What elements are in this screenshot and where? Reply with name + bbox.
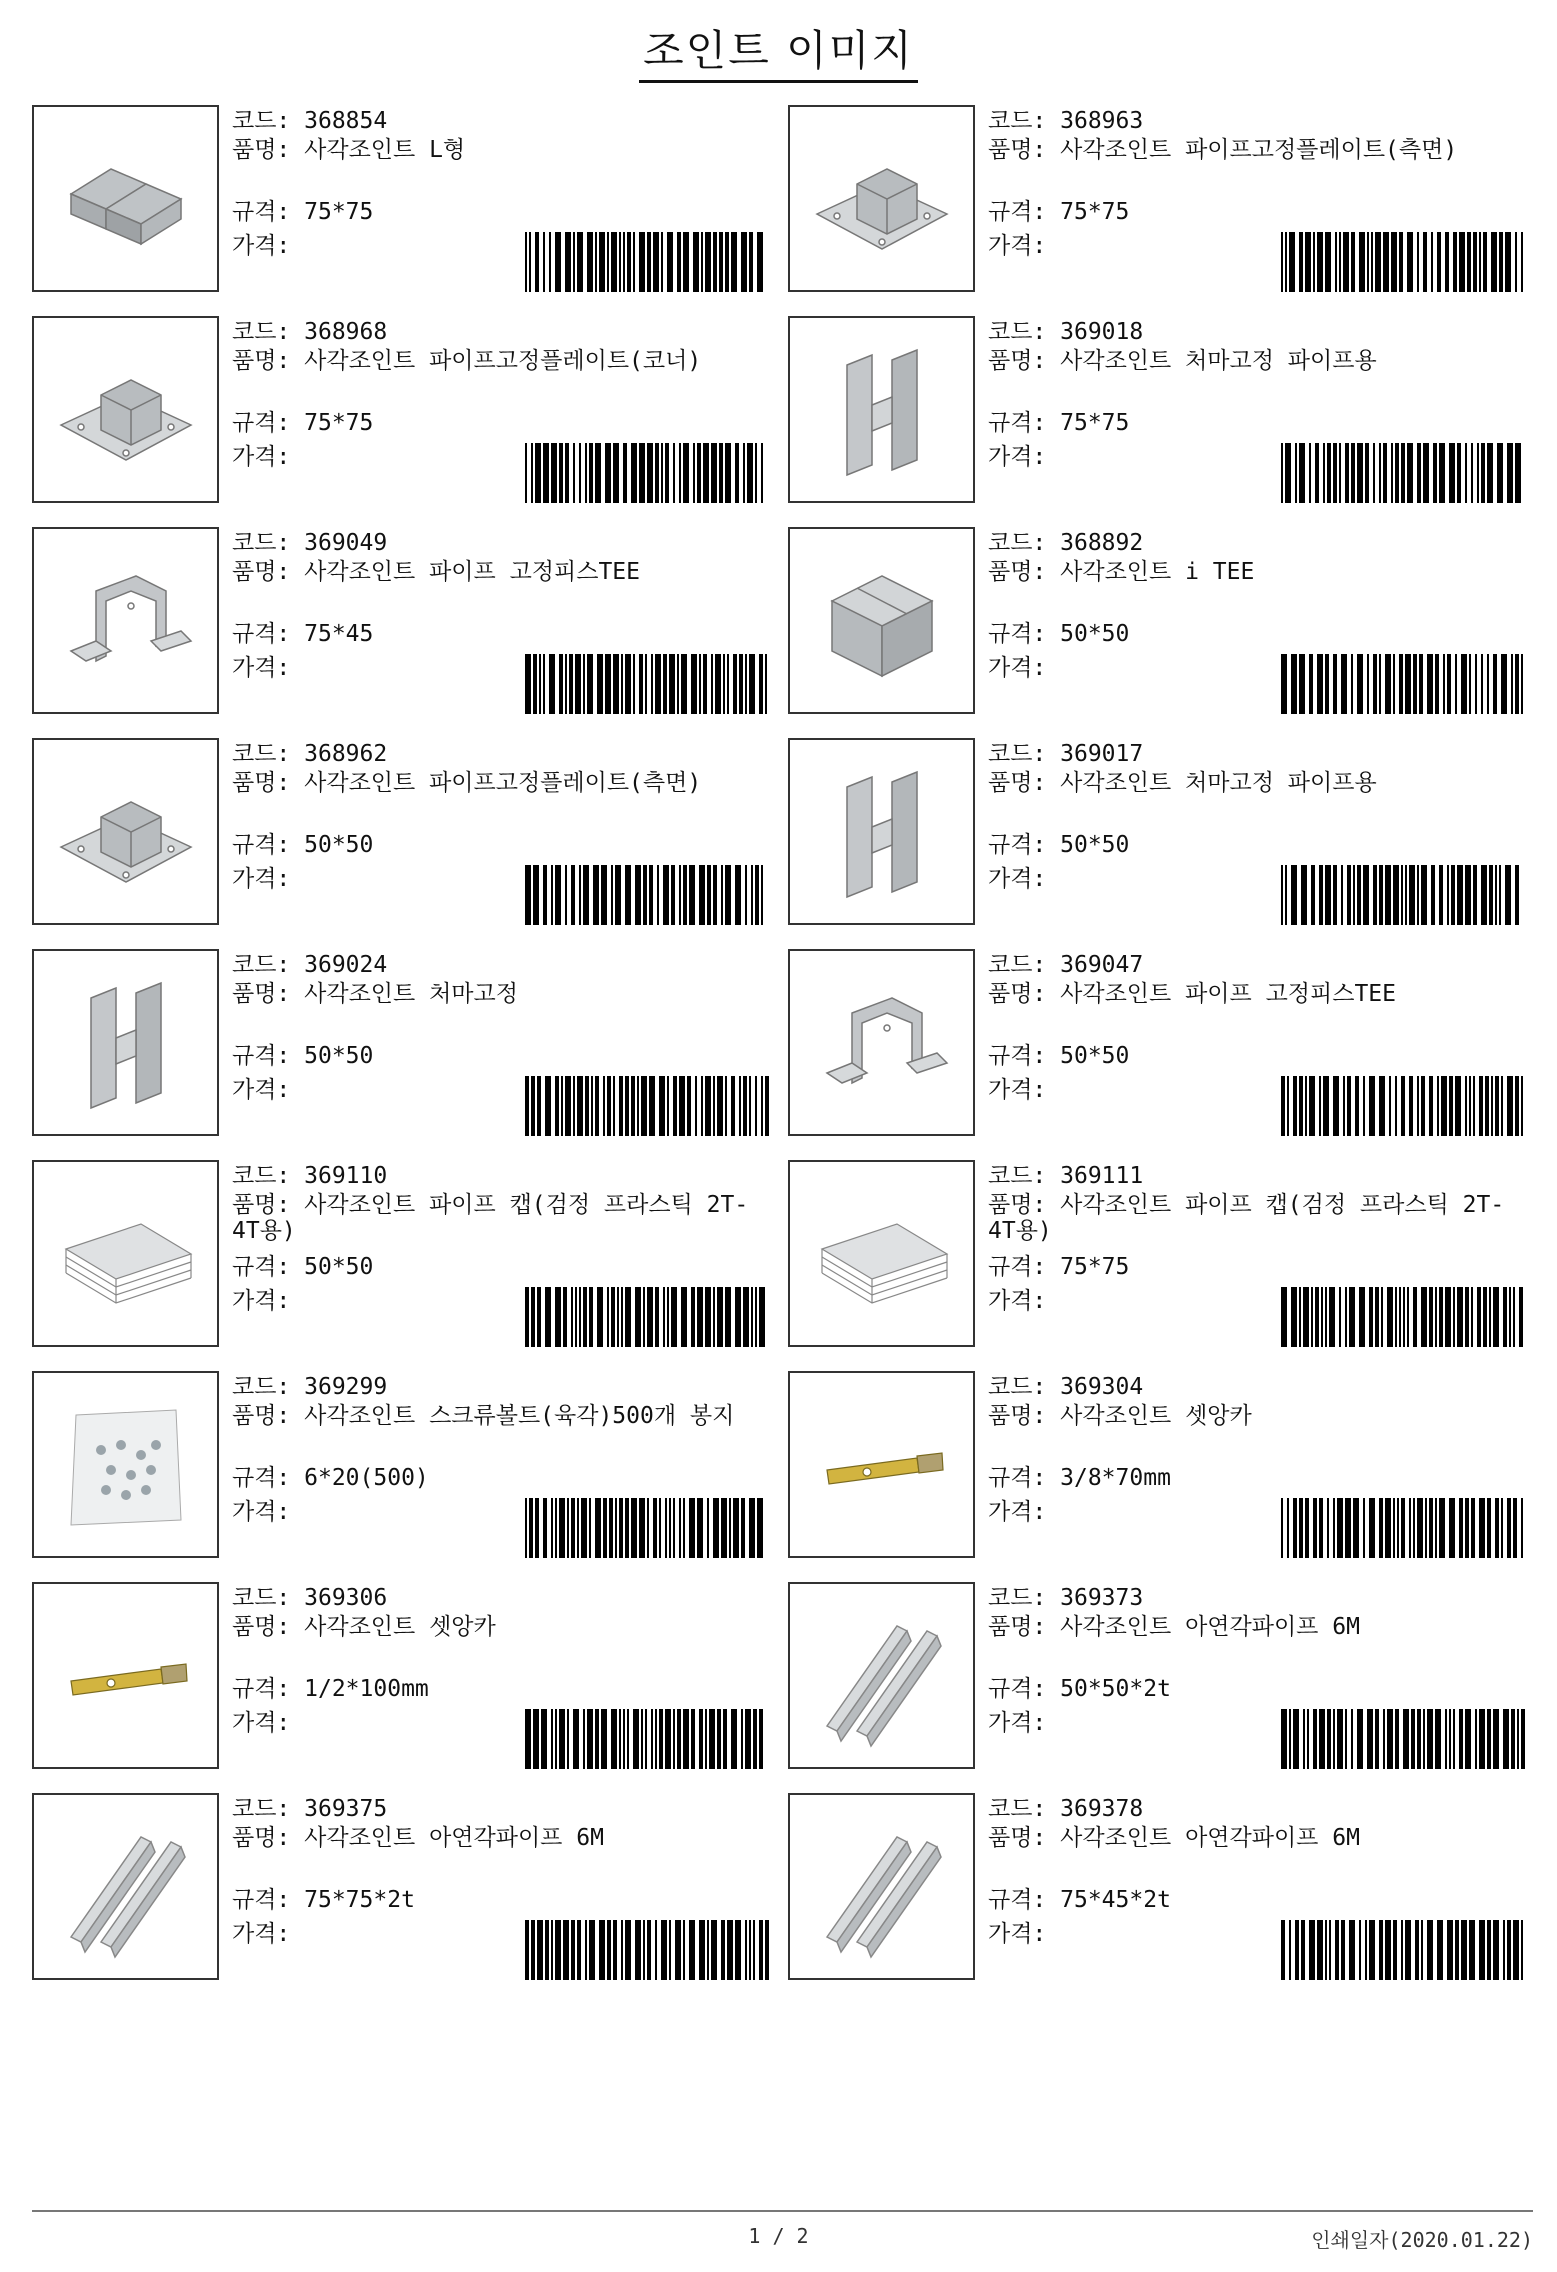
product-price: 가격:: [232, 1499, 291, 1525]
base-plate-icon: [807, 124, 957, 274]
product-price: 가격:: [988, 1499, 1047, 1525]
product-name: 품명: 사각조인트 파이프고정플레이트(코너): [232, 348, 702, 374]
product-image: [788, 1582, 975, 1769]
product-name: 품명: 사각조인트 파이프 고정피스TEE: [232, 559, 640, 585]
product-name: 품명: 사각조인트 셋앙카: [988, 1403, 1252, 1429]
product-code: 코드: 369304: [988, 1374, 1144, 1400]
product-name: 품명: 사각조인트 파이프고정플레이트(측면): [988, 137, 1458, 163]
cap-plates-icon: [807, 1179, 957, 1329]
product-spec: 규격: 75*45: [232, 621, 374, 647]
product-code: 코드: 369306: [232, 1585, 388, 1611]
u-bracket-icon: [51, 546, 201, 696]
product-price: 가격:: [232, 233, 291, 259]
product-price: 가격:: [988, 866, 1047, 892]
square-pipe-icon: [807, 1812, 957, 1962]
product-code: 코드: 369110: [232, 1163, 388, 1189]
product-name: 품명: 사각조인트 i TEE: [988, 559, 1255, 585]
product-name: 품명: 사각조인트 셋앙카: [232, 1614, 496, 1640]
product-name: 품명: 사각조인트 파이프 고정피스TEE: [988, 981, 1396, 1007]
product-card: [788, 316, 1518, 506]
barcode: [525, 443, 769, 503]
barcode: [1281, 1287, 1525, 1347]
barcode: [1281, 1920, 1525, 1980]
product-price: 가격:: [988, 1921, 1047, 1947]
product-image: [788, 1160, 975, 1347]
product-spec: 규격: 3/8*70mm: [988, 1465, 1171, 1491]
cap-plates-icon: [51, 1179, 201, 1329]
product-code: 코드: 369373: [988, 1585, 1144, 1611]
product-name: 품명: 사각조인트 아연각파이프 6M: [988, 1825, 1360, 1851]
barcode-bar: [765, 1076, 769, 1136]
product-image: [32, 1371, 219, 1558]
product-image: [32, 738, 219, 925]
barcode-bar: [763, 1498, 767, 1558]
barcode: [525, 232, 769, 292]
product-card: [32, 1160, 762, 1350]
product-price: 가격:: [988, 444, 1047, 470]
barcode: [525, 1920, 769, 1980]
product-image: [32, 527, 219, 714]
product-spec: 규격: 75*75: [988, 410, 1130, 436]
barcode: [1281, 1709, 1525, 1769]
base-plate-icon: [51, 757, 201, 907]
barcode: [525, 654, 769, 714]
product-card: [788, 1160, 1518, 1350]
barcode: [525, 1076, 769, 1136]
product-code: 코드: 368892: [988, 530, 1144, 556]
product-card: [32, 1371, 762, 1561]
barcode-bar: [765, 654, 767, 714]
product-name: 품명: 사각조인트 파이프 캡(검정 프라스틱 2T-4T용): [988, 1192, 1505, 1244]
product-image: [32, 1160, 219, 1347]
product-price: 가격:: [988, 1077, 1047, 1103]
product-price: 가격:: [232, 866, 291, 892]
barcode-bar: [1521, 232, 1523, 292]
box-joint-icon: [807, 546, 957, 696]
product-code: 코드: 368968: [232, 319, 388, 345]
product-code: 코드: 369047: [988, 952, 1144, 978]
barcode-bar: [1521, 1920, 1523, 1980]
barcode-bar: [765, 1287, 767, 1347]
product-card: [32, 1582, 762, 1772]
product-spec: 규격: 50*50: [988, 832, 1130, 858]
product-image: [788, 527, 975, 714]
product-price: 가격:: [232, 1921, 291, 1947]
product-name: 품명: 사각조인트 처마고정 파이프용: [988, 348, 1377, 374]
product-price: 가격:: [232, 655, 291, 681]
barcode: [525, 865, 769, 925]
barcode-bar: [1521, 1498, 1523, 1558]
product-price: 가격:: [232, 1077, 291, 1103]
anchor-bolt-icon: [807, 1390, 957, 1540]
product-name: 품명: 사각조인트 파이프 캡(검정 프라스틱 2T-4T용): [232, 1192, 749, 1244]
square-pipe-icon: [807, 1601, 957, 1751]
product-image: [32, 1793, 219, 1980]
product-card: [788, 105, 1518, 295]
product-code: 코드: 368962: [232, 741, 388, 767]
product-code: 코드: 369018: [988, 319, 1144, 345]
product-card: [788, 1793, 1518, 1983]
barcode: [1281, 443, 1525, 503]
product-name: 품명: 사각조인트 아연각파이프 6M: [232, 1825, 604, 1851]
product-spec: 규격: 75*75*2t: [232, 1887, 415, 1913]
barcode-bar: [1521, 654, 1523, 714]
product-name: 품명: 사각조인트 L형: [232, 137, 466, 163]
product-spec: 규격: 50*50*2t: [988, 1676, 1171, 1702]
anchor-bolt-icon: [51, 1601, 201, 1751]
product-card: [788, 949, 1518, 1139]
product-spec: 규격: 75*75: [232, 199, 374, 225]
product-name: 품명: 사각조인트 파이프고정플레이트(측면): [232, 770, 702, 796]
product-spec: 규격: 50*50: [232, 1043, 374, 1069]
product-card: [32, 1793, 762, 1983]
product-name: 품명: 사각조인트 처마고정 파이프용: [988, 770, 1377, 796]
product-spec: 규격: 50*50: [232, 832, 374, 858]
barcode-bar: [1521, 1709, 1525, 1769]
product-code: 코드: 369111: [988, 1163, 1144, 1189]
product-image: [32, 316, 219, 503]
product-spec: 규격: 50*50: [988, 1043, 1130, 1069]
joint-l-icon: [51, 124, 201, 274]
product-image: [788, 949, 975, 1136]
base-plate-icon: [51, 335, 201, 485]
product-code: 코드: 369024: [232, 952, 388, 978]
barcode-bar: [1519, 865, 1523, 925]
product-spec: 규격: 1/2*100mm: [232, 1676, 429, 1702]
h-bracket-icon: [807, 335, 957, 485]
product-image: [32, 949, 219, 1136]
product-image: [788, 1793, 975, 1980]
product-spec: 규격: 75*75: [232, 410, 374, 436]
barcode: [1281, 1498, 1525, 1558]
barcode-bar: [1519, 1287, 1523, 1347]
barcode: [525, 1287, 769, 1347]
product-card: [32, 316, 762, 506]
product-code: 코드: 369299: [232, 1374, 388, 1400]
product-card: [788, 1371, 1518, 1561]
barcode-bar: [1521, 1076, 1523, 1136]
product-code: 코드: 369378: [988, 1796, 1144, 1822]
product-price: 가격:: [988, 1710, 1047, 1736]
product-card: [32, 949, 762, 1139]
barcode: [1281, 865, 1525, 925]
product-price: 가격:: [988, 1288, 1047, 1314]
product-card: [788, 527, 1518, 717]
product-code: 코드: 368963: [988, 108, 1144, 134]
product-price: 가격:: [232, 1710, 291, 1736]
barcode-bar: [765, 1920, 769, 1980]
product-price: 가격:: [232, 1288, 291, 1314]
barcode-bar: [1521, 443, 1523, 503]
product-card: [788, 738, 1518, 928]
screw-bag-icon: [51, 1390, 201, 1540]
product-image: [788, 738, 975, 925]
product-spec: 규격: 75*75: [988, 199, 1130, 225]
footer-divider: [32, 2210, 1533, 2212]
product-image: [32, 105, 219, 292]
print-date: 인쇄일자(2020.01.22): [1311, 2228, 1533, 2252]
product-price: 가격:: [988, 233, 1047, 259]
barcode: [1281, 1076, 1525, 1136]
product-card: [32, 738, 762, 928]
square-pipe-icon: [51, 1812, 201, 1962]
product-card: [788, 1582, 1518, 1772]
barcode-bar: [763, 1709, 767, 1769]
product-code: 코드: 368854: [232, 108, 388, 134]
product-grid: [32, 105, 1518, 1983]
h-bracket-icon: [807, 757, 957, 907]
product-spec: 규격: 50*50: [232, 1254, 374, 1280]
barcode-bar: [763, 232, 767, 292]
barcode-bar: [763, 865, 767, 925]
product-code: 코드: 369049: [232, 530, 388, 556]
product-code: 코드: 369017: [988, 741, 1144, 767]
product-image: [788, 105, 975, 292]
product-price: 가격:: [988, 655, 1047, 681]
product-image: [788, 316, 975, 503]
product-spec: 규격: 75*45*2t: [988, 1887, 1171, 1913]
u-bracket-icon: [807, 968, 957, 1118]
h-bracket-icon: [51, 968, 201, 1118]
product-price: 가격:: [232, 444, 291, 470]
barcode: [1281, 654, 1525, 714]
product-spec: 규격: 50*50: [988, 621, 1130, 647]
product-card: [32, 527, 762, 717]
barcode: [1281, 232, 1525, 292]
product-code: 코드: 369375: [232, 1796, 388, 1822]
barcode-bar: [763, 443, 767, 503]
product-name: 품명: 사각조인트 처마고정: [232, 981, 518, 1007]
page-number: 1 / 2: [748, 2224, 809, 2248]
page-title: 조인트 이미지: [0, 18, 1557, 83]
barcode: [525, 1709, 769, 1769]
barcode: [525, 1498, 769, 1558]
product-name: 품명: 사각조인트 아연각파이프 6M: [988, 1614, 1360, 1640]
product-card: [32, 105, 762, 295]
product-spec: 규격: 75*75: [988, 1254, 1130, 1280]
product-spec: 규격: 6*20(500): [232, 1465, 429, 1491]
product-image: [788, 1371, 975, 1558]
product-image: [32, 1582, 219, 1769]
product-name: 품명: 사각조인트 스크류볼트(육각)500개 봉지: [232, 1403, 735, 1429]
